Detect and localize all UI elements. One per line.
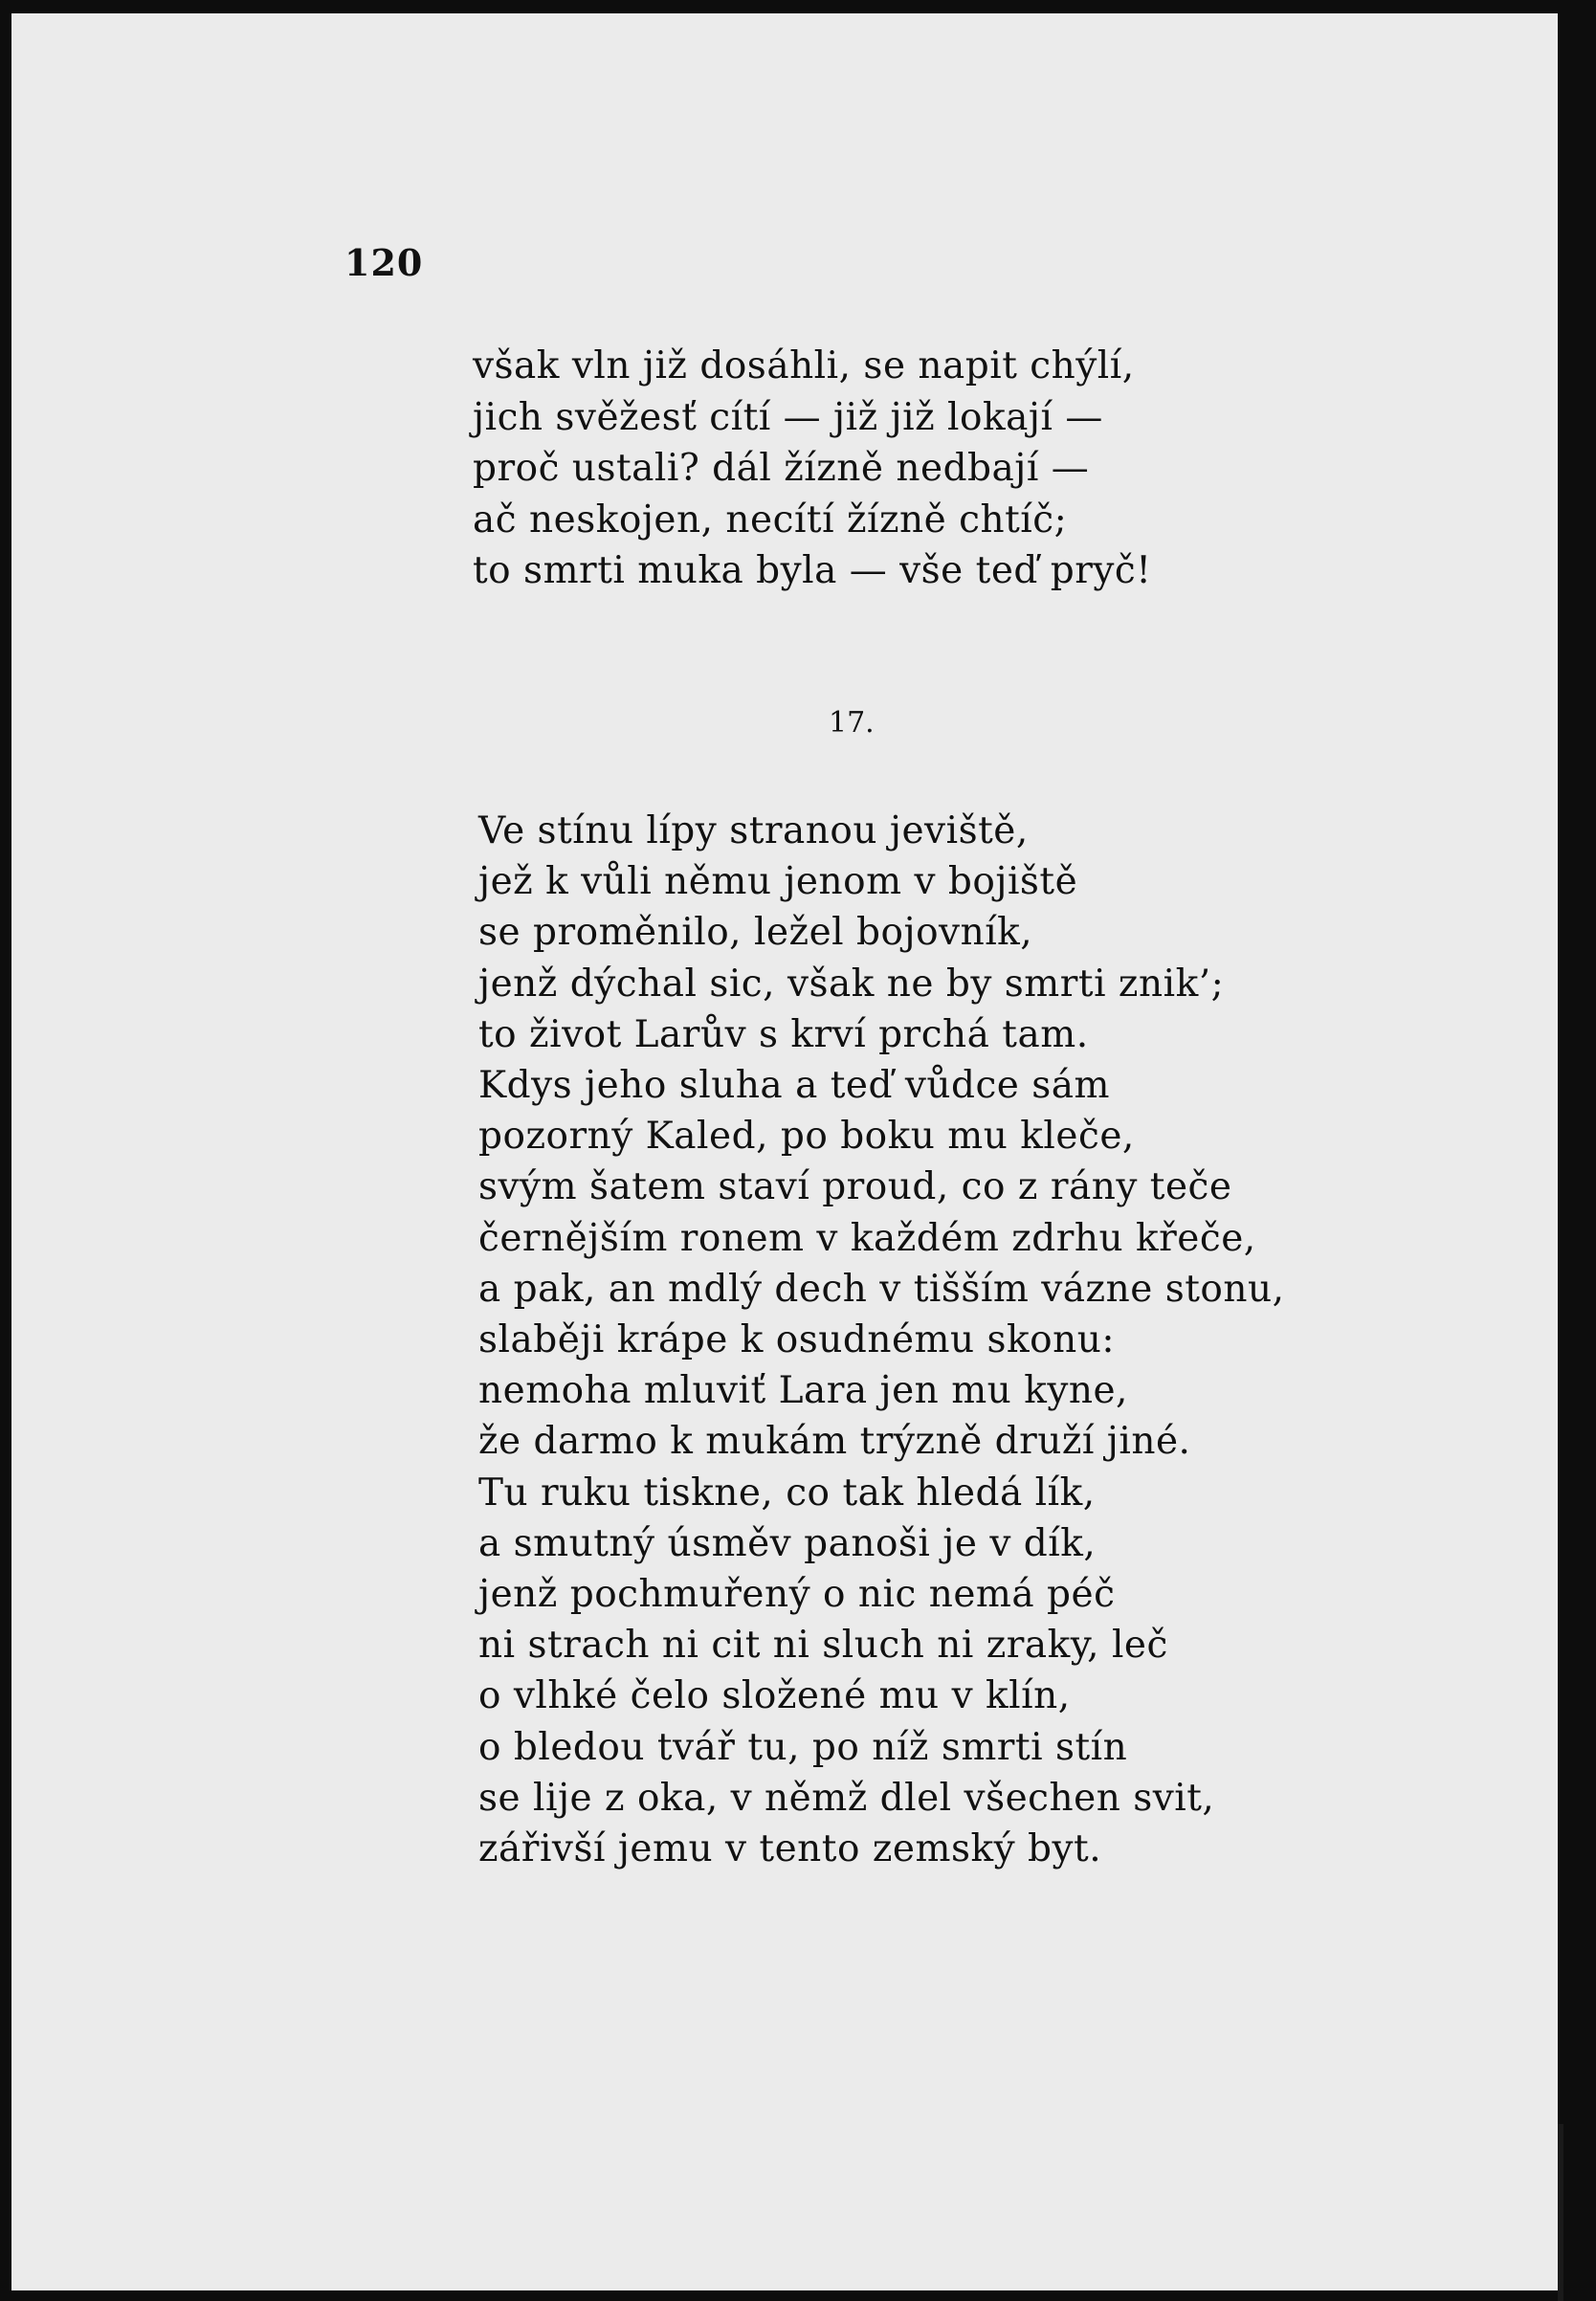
scan-border-right (1558, 13, 1596, 2301)
verse-line: však vln již dosáhli, se napit chýlí, (473, 344, 1135, 387)
continuation-verse (473, 341, 1151, 597)
verse-line: Kdys jeho sluha a teď vůdce sám (478, 1064, 1111, 1108)
verse-line: slaběji krápe k osudnému skonu: (478, 1318, 1116, 1362)
verse-line: Tu ruku tiskne, co tak hledá lík, (478, 1471, 1096, 1515)
verse-line: o vlhké čelo složené mu v klín, (478, 1674, 1071, 1718)
verse-line: to smrti muka byla — vše teď pryč! (473, 549, 1152, 592)
verse-line: pozorný Kaled, po boku mu kleče, (478, 1115, 1135, 1159)
page-number: 120 (344, 241, 424, 284)
verse-line: jež k vůli němu jenom v bojiště (478, 860, 1078, 904)
verse-line: jich svěžesť cítí — již již lokají — (473, 395, 1103, 439)
verse-line: a pak, an mdlý dech v tišším vázne stonu, (478, 1267, 1285, 1311)
stanza-verse (478, 806, 1285, 1874)
stanza-number: 17. (829, 706, 875, 740)
verse-line: ni strach ni cit ni sluch ni zraky, leč (478, 1624, 1168, 1668)
verse-line: a smutný úsměv panoši je v dík, (478, 1521, 1097, 1565)
verse-line: se lije z oka, v němž dlel všechen svit, (478, 1776, 1215, 1820)
verse-line: se proměnilo, ležel bojovník, (478, 911, 1033, 955)
verse-line: jenž pochmuřený o nic nemá péč (478, 1573, 1116, 1617)
verse-line: jenž dýchal sic, však ne by smrti znik’; (478, 962, 1225, 1006)
verse-line: svým šatem staví proud, co z rány teče (478, 1165, 1232, 1209)
scan-edge-strip (1558, 2124, 1563, 2301)
verse-line: černějším ronem v každém zdrhu křeče, (478, 1216, 1256, 1260)
verse-line: zářivší jemu v tento zemský byt. (478, 1827, 1102, 1871)
verse-line: ač neskojen, necítí žízně chtíč; (473, 498, 1068, 542)
verse-line: o bledou tvář tu, po níž smrti stín (478, 1725, 1128, 1769)
verse-line: nemoha mluviť Lara jen mu kyne, (478, 1369, 1128, 1413)
verse-line: proč ustali? dál žízně nedbají — (473, 447, 1090, 490)
verse-line: že darmo k mukám trýzně druží jiné. (478, 1420, 1191, 1464)
verse-line: Ve stínu lípy stranou jeviště, (478, 809, 1029, 852)
verse-line: to život Larův s krví prchá tam. (478, 1012, 1089, 1056)
